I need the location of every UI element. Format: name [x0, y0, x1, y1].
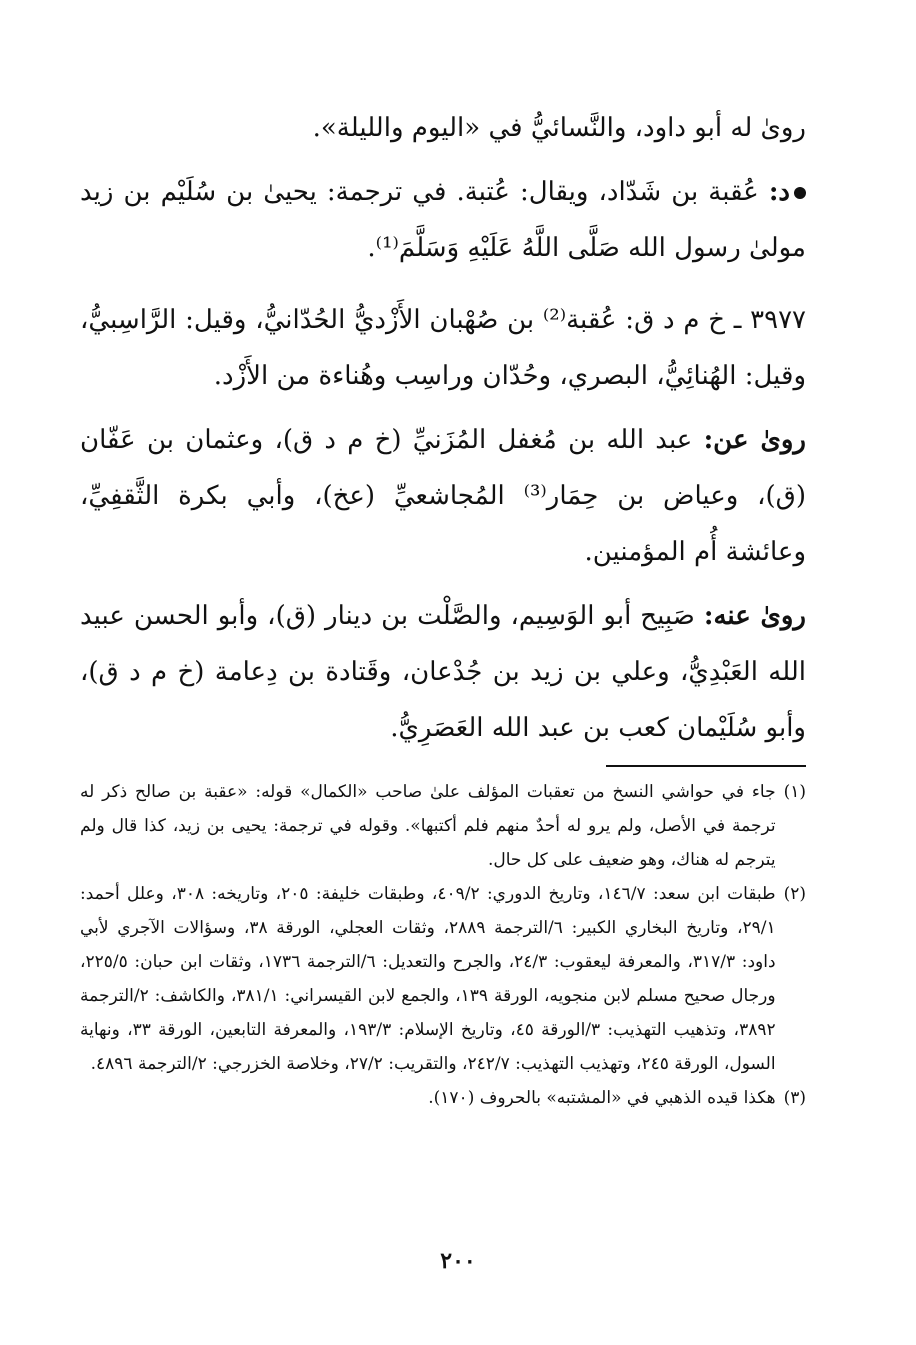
- footnote-text: طبقات ابن سعد: ١٤٦/٧، وتاريخ الدوري: ٤٠٩/٢، وطبقات خليفة: ٢٠٥، وتاريخه: ٣٠٨، وعلل أحمد: ٢٩/١، وتاريخ البخاري الكبير: ٦/الترجمة ٢٨٨٩، وثقات العجلي، الورقة ٣٨، وسؤالات الآجري لأبي داود: ٣١٧/٣، والمعرفة ليعقوب: ٢٤/٣، والجرح والتعديل: ٦/الترجمة ١٧٣٦، وثقات ابن حبان: ٢٢٥/٥، ورجال صحيح مسلم لابن منجويه، الورقة ١٣٩، والجمع لابن القيسراني: ٣٨١/١، والكاشف: ٢/الترجمة ٣٨٩٢، وتذهيب التهذيب: ٣/الورقة ٤٥، وتاريخ الإسلام: ١٩٣/٣، والمعرفة التابعين، الورقة ٣٣، ونهاية السول، الورقة ٢٤٥، وتهذيب التهذيب: ٢٤٢/٧، والتقريب: ٢٧/٢، وخلاصة الخزرجي: ٢/الترجمة ٤٨٩٦.: [80, 884, 776, 1074]
- footnote-number: (٢): [783, 884, 806, 904]
- narrators-paragraph: [80, 588, 806, 756]
- paragraph-2-text: عُقبة بن شَدّاد، ويقال: عُتبة. في ترجمة: يحيىٰ بن سُلَيْم بن زيد مولىٰ رسول الله صَلَّى اللَّهُ عَلَيْهِ وَسَلَّمَ⁽¹⁾.: [80, 177, 806, 263]
- narrators-label: روىٰ عنه:: [703, 601, 806, 631]
- paragraph-1: روىٰ له أبو داود، والنَّسائيُّ في «اليوم والليلة».: [312, 113, 806, 143]
- bullet-icon: [794, 187, 806, 199]
- narrated-from-text: عبد الله بن مُغفل المُزَنيِّ (خ م د ق)، وعثمان بن عَفّان (ق)، وعياض بن حِمَار⁽³⁾ المُجاشعيِّ (عخ)، وأبي بكرة الثَّقفِيِّ، وعائشة أُم المؤمنين.: [80, 425, 806, 567]
- main-text: [80, 100, 806, 756]
- footnote-2: [80, 877, 806, 1081]
- footnotes: [80, 775, 806, 1115]
- footnote-number: (٣): [783, 1088, 806, 1108]
- narrated-from-paragraph: [80, 412, 806, 580]
- footnote-1: [80, 775, 806, 877]
- footnote-text: هكذا قيده الذهبي في «المشتبه» بالحروف (١٧٠).: [428, 1088, 776, 1108]
- footnote-text: جاء في حواشي النسخ من تعقبات المؤلف علىٰ صاحب «الكمال» قوله: «عقبة بن صالح ذكر له ترجمة في الأصل، ولم يرو له أحدٌ منهم فلم أكتبها». وقوله في ترجمة: يحيى بن زيد، كذا قال ولم يترجم له هناك، وهو ضعيف على كل حال.: [80, 782, 776, 870]
- paragraph-2: [80, 164, 806, 276]
- page-number: ٢٠٠: [440, 1248, 476, 1274]
- footnote-3: [80, 1081, 806, 1115]
- entry-heading-paragraph: ٣٩٧٧ ـ خ م د ق: عُقبة⁽²⁾ بن صُهْبان الأَزْديُّ الحُدّانيُّ، وقيل: الرَّاسِبيُّ، وقيل: الهُنائِيُّ، البصري، وحُدّان وراسِب وهُناءة من الأَزْد.: [80, 305, 807, 391]
- footnote-divider: [606, 765, 806, 767]
- narrators-text: صَبِيح أبو الوَسِيم، والصَّلْت بن دينار (ق)، وأبو الحسن عبيد الله العَبْدِيُّ، وعلي بن زيد بن جُدْعان، وقَتادة بن دِعامة (خ م د ق)، وأبو سُلَيْمان كعب بن عبد الله العَصَرِيُّ.: [80, 601, 806, 743]
- footnote-number: (١): [783, 782, 806, 802]
- narrated-from-label: روىٰ عن:: [703, 425, 806, 455]
- paragraph-2-label: د:: [768, 177, 790, 207]
